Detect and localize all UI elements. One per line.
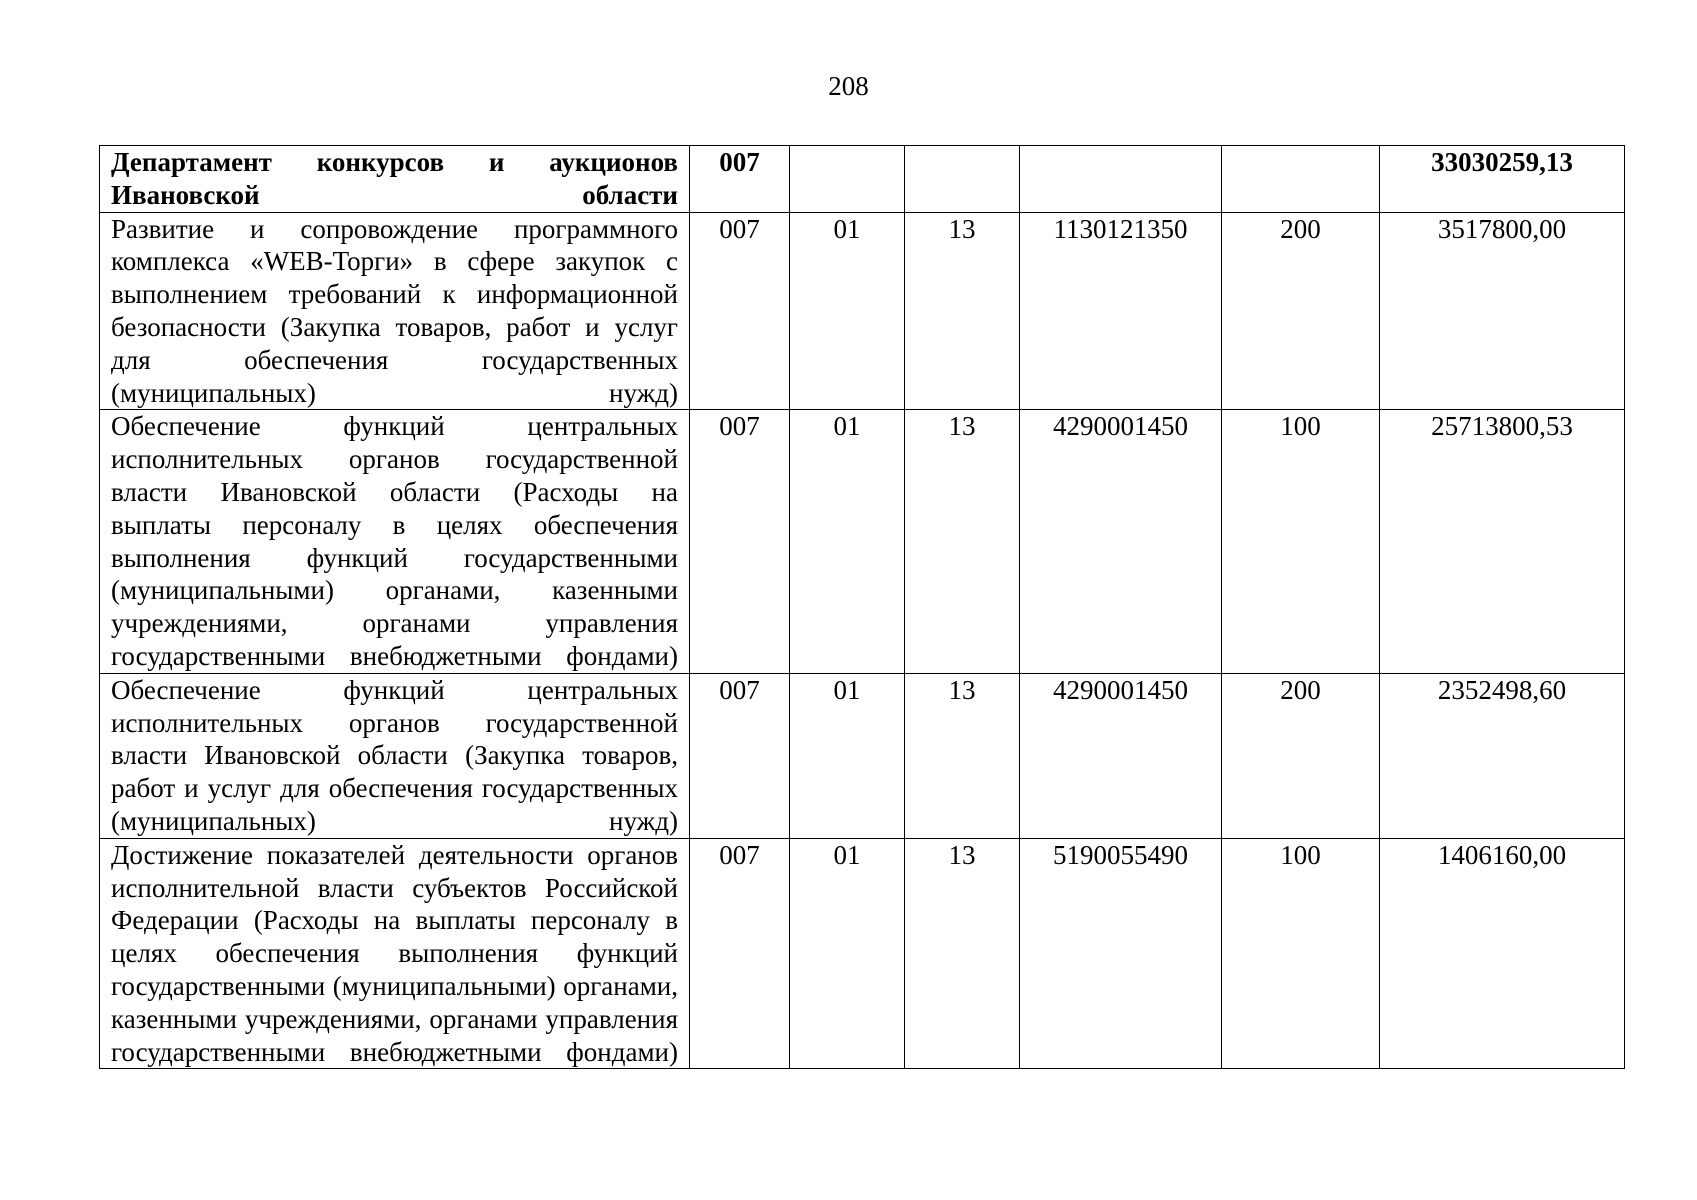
amount: 3517800,00 [1380,212,1625,410]
expense-type-code: 200 [1222,673,1380,838]
page-number: 208 [828,71,869,101]
target-article-code: 1130121350 [1020,212,1222,410]
expense-type-code: 200 [1222,212,1380,410]
section-code: 01 [790,212,905,410]
section-code: 01 [790,838,905,1069]
expense-type-code: 100 [1222,410,1380,673]
section-code: 01 [790,410,905,673]
row-description: Обеспечение функций центральных исполнительных органов государственной власти Ивановской области (Закупка товаров, работ и услуг для обеспечения государственных (муниципальных) нужд) [100,673,690,838]
budget-table [99,145,1625,1069]
ved-code: 007 [690,146,790,213]
expense-type-code: 100 [1222,838,1380,1069]
subsection-code: 13 [905,838,1020,1069]
section-code [790,146,905,213]
table-row [100,146,1625,213]
ved-code: 007 [690,410,790,673]
amount: 1406160,00 [1380,838,1625,1069]
subsection-code: 13 [905,673,1020,838]
ved-code: 007 [690,212,790,410]
subsection-code: 13 [905,410,1020,673]
section-code: 01 [790,673,905,838]
table-row [100,673,1625,838]
expense-type-code [1222,146,1380,213]
target-article-code [1020,146,1222,213]
row-description: Департамент конкурсов и аукционов Ивановской области [100,146,690,213]
target-article-code: 4290001450 [1020,410,1222,673]
subsection-code: 13 [905,212,1020,410]
amount: 25713800,53 [1380,410,1625,673]
subsection-code [905,146,1020,213]
row-description: Достижение показателей деятельности органов исполнительной власти субъектов Российской Федерации (Расходы на выплаты персоналу в целях обеспечения выполнения функций государственными (муниципальными) органами, казенными учреждениями, органами управления государственными внебюджетными фондами) [100,838,690,1069]
row-description: Обеспечение функций центральных исполнительных органов государственной власти Ивановской области (Расходы на выплаты персоналу в целях обеспечения выполнения функций государственными (муниципальными) органами, казенными учреждениями, органами управления государственными внебюджетными фондами) [100,410,690,673]
amount: 33030259,13 [1380,146,1625,213]
target-article-code: 5190055490 [1020,838,1222,1069]
target-article-code: 4290001450 [1020,673,1222,838]
table-row [100,410,1625,673]
amount: 2352498,60 [1380,673,1625,838]
row-description: Развитие и сопровождение программного комплекса «WEB-Торги» в сфере закупок с выполнением требований к информационной безопасности (Закупка товаров, работ и услуг для обеспечения государственных (муниципальных) нужд) [100,212,690,410]
table-row [100,838,1625,1069]
ved-code: 007 [690,838,790,1069]
table-row [100,212,1625,410]
ved-code: 007 [690,673,790,838]
